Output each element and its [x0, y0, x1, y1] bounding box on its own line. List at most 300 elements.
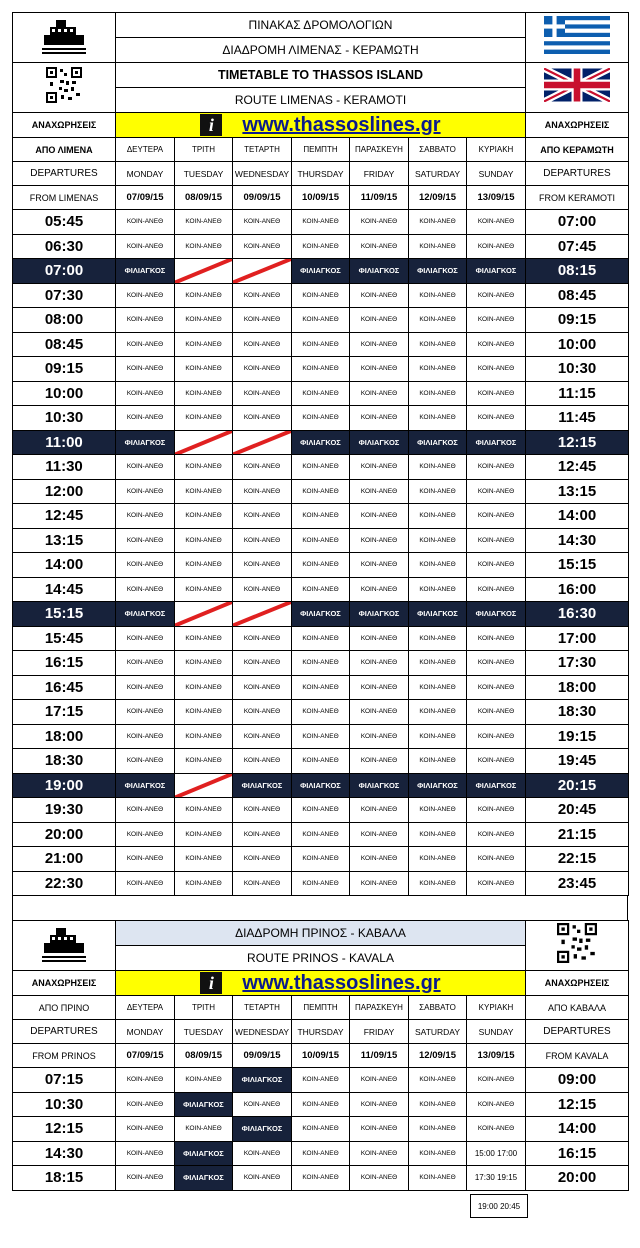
departure-time: 12:00 — [13, 479, 116, 504]
departure-time: 21:00 — [13, 847, 116, 872]
schedule-cell: ΚΟΙΝ-ΑΝΕΘ — [467, 381, 526, 406]
day-header-gr: ΤΡΙΤΗ — [175, 996, 233, 1020]
table-row — [13, 210, 629, 235]
ship-logo — [13, 13, 116, 63]
table-row — [13, 234, 629, 259]
schedule-cell: ΚΟΙΝ-ΑΝΕΘ — [233, 553, 292, 578]
table-row — [13, 259, 629, 284]
qr-code-icon — [557, 923, 597, 963]
schedule-cell: ΚΟΙΝ-ΑΝΕΘ — [175, 1068, 233, 1093]
schedule-cell: ΚΟΙΝ-ΑΝΕΘ — [350, 357, 409, 382]
schedule-cell: ΚΟΙΝ-ΑΝΕΘ — [292, 332, 350, 357]
schedule-cell: ΚΟΙΝ-ΑΝΕΘ — [116, 381, 175, 406]
schedule-cell: ΚΟΙΝ-ΑΝΕΘ — [292, 479, 350, 504]
table-row — [13, 332, 629, 357]
schedule-cell: ΚΟΙΝ-ΑΝΕΘ — [467, 479, 526, 504]
schedule-cell: ΚΟΙΝ-ΑΝΕΘ — [467, 528, 526, 553]
return-time: 12:15 — [526, 430, 629, 455]
return-time: 14:00 — [526, 504, 629, 529]
schedule-cell: ΚΟΙΝ-ΑΝΕΘ — [175, 332, 233, 357]
schedule-cell: ΚΟΙΝ-ΑΝΕΘ — [292, 1068, 350, 1093]
table-row — [13, 724, 629, 749]
schedule-cell: ΚΟΙΝ-ΑΝΕΘ — [116, 871, 175, 896]
day-header-gr: ΠΕΜΠΤΗ — [292, 138, 350, 162]
schedule-cell: ΚΟΙΝ-ΑΝΕΘ — [467, 798, 526, 823]
schedule-cell: ΚΟΙΝ-ΑΝΕΘ — [116, 798, 175, 823]
schedule-cell: ΚΟΙΝ-ΑΝΕΘ — [233, 871, 292, 896]
departure-time: 18:15 — [13, 1166, 116, 1191]
departure-time: 16:45 — [13, 675, 116, 700]
greek-flag — [526, 13, 629, 63]
schedule-cell: ΚΟΙΝ-ΑΝΕΘ — [350, 724, 409, 749]
route1-table — [12, 12, 629, 896]
right-header-departures-gr-2: ΑΝΑΧΩΡΗΣΕΙΣ — [526, 971, 629, 996]
schedule-cell: ΚΟΙΝ-ΑΝΕΘ — [233, 528, 292, 553]
cancelled-slash-icon — [233, 259, 291, 283]
departure-time: 20:00 — [13, 822, 116, 847]
table-row — [13, 798, 629, 823]
return-time: 17:30 — [526, 651, 629, 676]
schedule-cell: ΚΟΙΝ-ΑΝΕΘ — [409, 528, 467, 553]
schedule-cell: ΚΟΙΝ-ΑΝΕΘ — [409, 724, 467, 749]
cancelled-slash-icon — [175, 259, 232, 283]
departure-time: 14:00 — [13, 553, 116, 578]
schedule-cell: ΚΟΙΝ-ΑΝΕΘ — [350, 406, 409, 431]
info-icon: i — [200, 972, 222, 994]
departure-time: 09:15 — [13, 357, 116, 382]
schedule-cell: ΚΟΙΝ-ΑΝΕΘ — [175, 381, 233, 406]
left-header-from-en-2: FROM PRINOS — [13, 1044, 116, 1068]
schedule-cell: ΚΟΙΝ-ΑΝΕΘ — [409, 1068, 467, 1093]
schedule-cell: ΚΟΙΝ-ΑΝΕΘ — [350, 626, 409, 651]
table-row — [13, 700, 629, 725]
schedule-cell: ΚΟΙΝ-ΑΝΕΘ — [175, 210, 233, 235]
schedule-cell: ΚΟΙΝ-ΑΝΕΘ — [350, 308, 409, 333]
schedule-cell: ΚΟΙΝ-ΑΝΕΘ — [292, 1117, 350, 1142]
website-banner-2[interactable] — [116, 971, 526, 996]
table-row — [13, 749, 629, 774]
schedule-cell: ΚΟΙΝ-ΑΝΕΘ — [233, 724, 292, 749]
schedule-cell: ΚΟΙΝ-ΑΝΕΘ — [233, 504, 292, 529]
schedule-cell: ΚΟΙΝ-ΑΝΕΘ — [175, 651, 233, 676]
day-header-gr: ΣΑΒΒΑΤΟ — [409, 996, 467, 1020]
return-time: 12:15 — [526, 1092, 629, 1117]
departure-time: 07:00 — [13, 259, 116, 284]
schedule-cell: ΚΟΙΝ-ΑΝΕΘ — [409, 479, 467, 504]
schedule-cell: ΚΟΙΝ-ΑΝΕΘ — [175, 798, 233, 823]
route2-table — [12, 920, 629, 1191]
table-row — [13, 871, 629, 896]
departure-time: 18:00 — [13, 724, 116, 749]
schedule-cell: ΚΟΙΝ-ΑΝΕΘ — [467, 700, 526, 725]
schedule-cell: ΚΟΙΝ-ΑΝΕΘ — [233, 577, 292, 602]
schedule-cell: ΚΟΙΝ-ΑΝΕΘ — [409, 577, 467, 602]
schedule-cell: ΦΙΛΙΑΓΚΟΣ — [175, 1092, 233, 1117]
schedule-cell: ΚΟΙΝ-ΑΝΕΘ — [350, 283, 409, 308]
schedule-cell: ΚΟΙΝ-ΑΝΕΘ — [233, 308, 292, 333]
cancelled-slash-icon — [175, 774, 232, 798]
schedule-cell: ΦΙΛΙΑΓΚΟΣ — [350, 773, 409, 798]
schedule-cell: ΚΟΙΝ-ΑΝΕΘ — [350, 210, 409, 235]
table-row — [13, 1092, 629, 1117]
schedule-cell: ΦΙΛΙΑΓΚΟΣ — [292, 259, 350, 284]
schedule-cell: ΚΟΙΝ-ΑΝΕΘ — [467, 283, 526, 308]
schedule-cell: ΚΟΙΝ-ΑΝΕΘ — [233, 283, 292, 308]
ship-icon — [38, 15, 90, 55]
schedule-cell: ΚΟΙΝ-ΑΝΕΘ — [175, 357, 233, 382]
day-header-gr: ΚΥΡΙΑΚΗ — [467, 996, 526, 1020]
day-header-gr: ΤΕΤΑΡΤΗ — [233, 996, 292, 1020]
schedule-cell: ΚΟΙΝ-ΑΝΕΘ — [116, 504, 175, 529]
schedule-cell: ΚΟΙΝ-ΑΝΕΘ — [233, 479, 292, 504]
date-header: 12/09/15 — [409, 186, 467, 210]
right-header-departures-en: DEPARTURES — [526, 1020, 629, 1044]
no-service-cell — [233, 430, 292, 455]
right-header-from-gr: ΑΠΟ ΚΑΒΑΛΑ — [526, 996, 629, 1020]
date-header: 08/09/15 — [175, 1044, 233, 1068]
date-header: 13/09/15 — [467, 186, 526, 210]
schedule-cell: ΚΟΙΝ-ΑΝΕΘ — [409, 1141, 467, 1166]
schedule-cell: ΦΙΛΙΑΓΚΟΣ — [116, 602, 175, 627]
route1-route-gr: ΔΙΑΔΡΟΜΗ ΛΙΜΕΝΑΣ - ΚΕΡΑΜΩΤΗ — [116, 38, 526, 63]
schedule-cell: ΚΟΙΝ-ΑΝΕΘ — [409, 798, 467, 823]
day-header-gr: ΠΕΜΠΤΗ — [292, 996, 350, 1020]
schedule-cell: 15:00 17:00 — [467, 1141, 526, 1166]
schedule-cell: ΚΟΙΝ-ΑΝΕΘ — [233, 675, 292, 700]
return-time: 15:15 — [526, 553, 629, 578]
day-header-en: SUNDAY — [467, 1020, 526, 1044]
schedule-cell: ΚΟΙΝ-ΑΝΕΘ — [467, 822, 526, 847]
return-time: 09:15 — [526, 308, 629, 333]
day-header-en: MONDAY — [116, 1020, 175, 1044]
schedule-cell: ΚΟΙΝ-ΑΝΕΘ — [116, 724, 175, 749]
schedule-cell: ΦΙΛΙΑΓΚΟΣ — [116, 259, 175, 284]
return-time: 14:00 — [526, 1117, 629, 1142]
schedule-cell: ΚΟΙΝ-ΑΝΕΘ — [467, 553, 526, 578]
table-row — [13, 406, 629, 431]
schedule-cell: ΚΟΙΝ-ΑΝΕΘ — [467, 626, 526, 651]
schedule-cell: 17:30 19:15 — [467, 1166, 526, 1191]
schedule-cell: ΚΟΙΝ-ΑΝΕΘ — [350, 332, 409, 357]
schedule-cell: ΚΟΙΝ-ΑΝΕΘ — [292, 1141, 350, 1166]
schedule-cell: ΚΟΙΝ-ΑΝΕΘ — [350, 528, 409, 553]
schedule-cell: ΚΟΙΝ-ΑΝΕΘ — [350, 675, 409, 700]
schedule-cell: ΦΙΛΙΑΓΚΟΣ — [467, 773, 526, 798]
schedule-cell: ΚΟΙΝ-ΑΝΕΘ — [467, 308, 526, 333]
schedule-cell: ΦΙΛΙΑΓΚΟΣ — [175, 1166, 233, 1191]
schedule-cell: ΚΟΙΝ-ΑΝΕΘ — [409, 822, 467, 847]
day-header-gr: ΣΑΒΒΑΤΟ — [409, 138, 467, 162]
schedule-cell: ΚΟΙΝ-ΑΝΕΘ — [116, 479, 175, 504]
right-header-from-gr: ΑΠΟ ΚΕΡΑΜΩΤΗ — [526, 138, 629, 162]
table-row — [13, 1141, 629, 1166]
website-banner[interactable] — [116, 113, 526, 138]
schedule-cell: ΚΟΙΝ-ΑΝΕΘ — [116, 357, 175, 382]
ship-logo-2 — [13, 921, 116, 971]
schedule-cell: ΦΙΛΙΑΓΚΟΣ — [292, 430, 350, 455]
schedule-cell: ΚΟΙΝ-ΑΝΕΘ — [467, 1068, 526, 1093]
schedule-cell: ΚΟΙΝ-ΑΝΕΘ — [350, 455, 409, 480]
schedule-cell: ΚΟΙΝ-ΑΝΕΘ — [467, 871, 526, 896]
route1-title-gr: ΠΙΝΑΚΑΣ ΔΡΟΜΟΛΟΓΙΩΝ — [116, 13, 526, 38]
return-time: 11:45 — [526, 406, 629, 431]
schedule-cell: ΚΟΙΝ-ΑΝΕΘ — [409, 651, 467, 676]
schedule-cell: ΚΟΙΝ-ΑΝΕΘ — [116, 406, 175, 431]
day-header-gr: ΔΕΥΤΕΡΑ — [116, 996, 175, 1020]
table-row — [13, 479, 629, 504]
schedule-cell: ΚΟΙΝ-ΑΝΕΘ — [175, 455, 233, 480]
table-row — [13, 626, 629, 651]
schedule-cell: ΦΙΛΙΑΓΚΟΣ — [467, 259, 526, 284]
schedule-cell: ΚΟΙΝ-ΑΝΕΘ — [409, 1092, 467, 1117]
left-header-from-gr-2: ΑΠΟ ΠΡΙΝΟ — [13, 996, 116, 1020]
qr-code — [13, 63, 116, 113]
schedule-cell: ΚΟΙΝ-ΑΝΕΘ — [116, 528, 175, 553]
schedule-cell: ΚΟΙΝ-ΑΝΕΘ — [233, 626, 292, 651]
schedule-cell: ΚΟΙΝ-ΑΝΕΘ — [467, 504, 526, 529]
left-header-from-gr: ΑΠΟ ΛΙΜΕΝΑ — [13, 138, 116, 162]
table-row — [13, 308, 629, 333]
schedule-cell: ΦΙΛΙΑΓΚΟΣ — [409, 259, 467, 284]
schedule-cell: ΚΟΙΝ-ΑΝΕΘ — [175, 283, 233, 308]
return-time: 16:30 — [526, 602, 629, 627]
schedule-cell: ΚΟΙΝ-ΑΝΕΘ — [292, 1166, 350, 1191]
no-service-cell — [175, 430, 233, 455]
date-header: 10/09/15 — [292, 1044, 350, 1068]
schedule-cell: ΚΟΙΝ-ΑΝΕΘ — [292, 283, 350, 308]
schedule-cell: ΚΟΙΝ-ΑΝΕΘ — [409, 283, 467, 308]
table-row — [13, 577, 629, 602]
schedule-cell: ΚΟΙΝ-ΑΝΕΘ — [467, 406, 526, 431]
greek-flag-icon — [544, 16, 610, 54]
schedule-cell: ΚΟΙΝ-ΑΝΕΘ — [175, 234, 233, 259]
schedule-cell: ΚΟΙΝ-ΑΝΕΘ — [467, 675, 526, 700]
schedule-cell: ΚΟΙΝ-ΑΝΕΘ — [467, 847, 526, 872]
schedule-cell: ΚΟΙΝ-ΑΝΕΘ — [467, 651, 526, 676]
schedule-cell: ΚΟΙΝ-ΑΝΕΘ — [292, 1092, 350, 1117]
schedule-cell: ΚΟΙΝ-ΑΝΕΘ — [116, 553, 175, 578]
return-time: 16:15 — [526, 1141, 629, 1166]
day-header-en: THURSDAY — [292, 1020, 350, 1044]
schedule-cell: ΚΟΙΝ-ΑΝΕΘ — [116, 1166, 175, 1191]
departure-time: 19:00 — [13, 773, 116, 798]
departure-time: 14:45 — [13, 577, 116, 602]
website-link[interactable]: www.thassoslines.gr — [242, 113, 441, 136]
day-header-en: SATURDAY — [409, 162, 467, 186]
departure-time: 10:30 — [13, 1092, 116, 1117]
day-header-gr: ΚΥΡΙΑΚΗ — [467, 138, 526, 162]
schedule-cell: ΚΟΙΝ-ΑΝΕΘ — [233, 234, 292, 259]
schedule-cell: ΚΟΙΝ-ΑΝΕΘ — [233, 381, 292, 406]
day-header-en: WEDNESDAY — [233, 162, 292, 186]
schedule-cell: ΚΟΙΝ-ΑΝΕΘ — [350, 1166, 409, 1191]
schedule-cell: ΚΟΙΝ-ΑΝΕΘ — [292, 577, 350, 602]
return-time: 19:45 — [526, 749, 629, 774]
schedule-cell: ΦΙΛΙΑΓΚΟΣ — [116, 773, 175, 798]
date-header: 09/09/15 — [233, 1044, 292, 1068]
schedule-cell: ΚΟΙΝ-ΑΝΕΘ — [292, 724, 350, 749]
return-time: 19:15 — [526, 724, 629, 749]
schedule-cell: ΚΟΙΝ-ΑΝΕΘ — [116, 283, 175, 308]
section-gap — [12, 896, 628, 920]
schedule-cell: ΚΟΙΝ-ΑΝΕΘ — [350, 479, 409, 504]
schedule-cell: ΚΟΙΝ-ΑΝΕΘ — [233, 822, 292, 847]
schedule-cell: ΚΟΙΝ-ΑΝΕΘ — [116, 1117, 175, 1142]
schedule-cell: ΚΟΙΝ-ΑΝΕΘ — [175, 504, 233, 529]
cancelled-slash-icon — [233, 431, 291, 455]
schedule-cell: ΦΙΛΙΑΓΚΟΣ — [116, 430, 175, 455]
schedule-cell: ΚΟΙΝ-ΑΝΕΘ — [116, 1141, 175, 1166]
schedule-cell: ΚΟΙΝ-ΑΝΕΘ — [467, 210, 526, 235]
schedule-cell: ΚΟΙΝ-ΑΝΕΘ — [292, 553, 350, 578]
return-time: 10:00 — [526, 332, 629, 357]
route2-route-gr: ΔΙΑΔΡΟΜΗ ΠΡΙΝΟΣ - ΚΑΒΑΛΑ — [116, 921, 526, 946]
return-time: 18:00 — [526, 675, 629, 700]
departure-time: 15:15 — [13, 602, 116, 627]
schedule-cell: ΚΟΙΝ-ΑΝΕΘ — [409, 700, 467, 725]
schedule-cell: ΚΟΙΝ-ΑΝΕΘ — [350, 749, 409, 774]
route1-title-en: TIMETABLE TO THASSOS ISLAND — [116, 63, 526, 88]
day-header-gr: ΠΑΡΑΣΚΕΥΗ — [350, 996, 409, 1020]
schedule-cell: ΚΟΙΝ-ΑΝΕΘ — [116, 749, 175, 774]
schedule-cell: ΚΟΙΝ-ΑΝΕΘ — [350, 798, 409, 823]
schedule-cell: ΚΟΙΝ-ΑΝΕΘ — [292, 749, 350, 774]
return-time: 20:15 — [526, 773, 629, 798]
schedule-cell: ΚΟΙΝ-ΑΝΕΘ — [409, 1166, 467, 1191]
no-service-cell — [175, 259, 233, 284]
departure-time: 16:15 — [13, 651, 116, 676]
schedule-cell: ΦΙΛΙΑΓΚΟΣ — [409, 602, 467, 627]
schedule-cell: ΚΟΙΝ-ΑΝΕΘ — [409, 871, 467, 896]
right-header-from-en: FROM KAVALA — [526, 1044, 629, 1068]
schedule-cell: ΚΟΙΝ-ΑΝΕΘ — [233, 332, 292, 357]
schedule-cell: ΚΟΙΝ-ΑΝΕΘ — [350, 234, 409, 259]
schedule-cell: ΚΟΙΝ-ΑΝΕΘ — [175, 626, 233, 651]
schedule-cell: ΚΟΙΝ-ΑΝΕΘ — [292, 675, 350, 700]
return-time: 08:15 — [526, 259, 629, 284]
date-header: 11/09/15 — [350, 186, 409, 210]
return-time: 20:45 — [526, 798, 629, 823]
return-time: 10:30 — [526, 357, 629, 382]
right-header-departures-gr: ΑΝΑΧΩΡΗΣΕΙΣ — [526, 113, 629, 138]
departure-time: 11:30 — [13, 455, 116, 480]
date-header: 08/09/15 — [175, 186, 233, 210]
info-icon: i — [200, 114, 222, 136]
departure-time: 05:45 — [13, 210, 116, 235]
schedule-cell: ΚΟΙΝ-ΑΝΕΘ — [116, 577, 175, 602]
return-time: 12:45 — [526, 455, 629, 480]
table-row — [13, 357, 629, 382]
schedule-cell: ΚΟΙΝ-ΑΝΕΘ — [350, 504, 409, 529]
schedule-cell: ΚΟΙΝ-ΑΝΕΘ — [350, 651, 409, 676]
table-row — [13, 1166, 629, 1191]
departure-time: 07:15 — [13, 1068, 116, 1093]
schedule-cell: ΚΟΙΝ-ΑΝΕΘ — [409, 455, 467, 480]
return-time: 07:00 — [526, 210, 629, 235]
departure-time: 11:00 — [13, 430, 116, 455]
schedule-cell: ΚΟΙΝ-ΑΝΕΘ — [292, 504, 350, 529]
return-time: 22:15 — [526, 847, 629, 872]
website-link-2[interactable]: www.thassoslines.gr — [242, 971, 441, 994]
schedule-cell: ΚΟΙΝ-ΑΝΕΘ — [292, 210, 350, 235]
table-row — [13, 1068, 629, 1093]
table-row — [13, 773, 629, 798]
schedule-cell: ΚΟΙΝ-ΑΝΕΘ — [116, 626, 175, 651]
return-time: 07:45 — [526, 234, 629, 259]
day-header-gr: ΔΕΥΤΕΡΑ — [116, 138, 175, 162]
left-header-departures-gr: ΑΝΑΧΩΡΗΣΕΙΣ — [13, 113, 116, 138]
schedule-cell: ΚΟΙΝ-ΑΝΕΘ — [116, 1092, 175, 1117]
day-header-en: SATURDAY — [409, 1020, 467, 1044]
no-service-cell — [233, 602, 292, 627]
schedule-cell: ΚΟΙΝ-ΑΝΕΘ — [467, 1117, 526, 1142]
schedule-cell: ΚΟΙΝ-ΑΝΕΘ — [292, 626, 350, 651]
schedule-cell: ΚΟΙΝ-ΑΝΕΘ — [292, 528, 350, 553]
departure-time: 13:15 — [13, 528, 116, 553]
schedule-cell: ΚΟΙΝ-ΑΝΕΘ — [175, 724, 233, 749]
sunday-extra-times: 19:00 20:45 — [470, 1194, 528, 1218]
left-header-departures-gr-2: ΑΝΑΧΩΡΗΣΕΙΣ — [13, 971, 116, 996]
schedule-cell: ΚΟΙΝ-ΑΝΕΘ — [233, 210, 292, 235]
schedule-cell: ΚΟΙΝ-ΑΝΕΘ — [175, 700, 233, 725]
uk-flag — [526, 63, 629, 113]
departure-time: 18:30 — [13, 749, 116, 774]
no-service-cell — [233, 259, 292, 284]
schedule-cell: ΚΟΙΝ-ΑΝΕΘ — [175, 847, 233, 872]
departure-time: 07:30 — [13, 283, 116, 308]
schedule-cell: ΚΟΙΝ-ΑΝΕΘ — [233, 455, 292, 480]
departure-time: 08:45 — [13, 332, 116, 357]
day-header-en: WEDNESDAY — [233, 1020, 292, 1044]
schedule-cell: ΚΟΙΝ-ΑΝΕΘ — [350, 847, 409, 872]
schedule-cell: ΚΟΙΝ-ΑΝΕΘ — [175, 577, 233, 602]
right-header-departures-en: DEPARTURES — [526, 162, 629, 186]
schedule-cell: ΚΟΙΝ-ΑΝΕΘ — [350, 1092, 409, 1117]
schedule-cell: ΚΟΙΝ-ΑΝΕΘ — [409, 357, 467, 382]
date-header: 13/09/15 — [467, 1044, 526, 1068]
schedule-cell: ΚΟΙΝ-ΑΝΕΘ — [233, 1141, 292, 1166]
schedule-cell: ΚΟΙΝ-ΑΝΕΘ — [116, 234, 175, 259]
no-service-cell — [175, 602, 233, 627]
departure-time: 12:15 — [13, 1117, 116, 1142]
return-time: 09:00 — [526, 1068, 629, 1093]
departure-time: 12:45 — [13, 504, 116, 529]
schedule-cell: ΚΟΙΝ-ΑΝΕΘ — [233, 749, 292, 774]
return-time: 08:45 — [526, 283, 629, 308]
schedule-cell: ΦΙΛΙΑΓΚΟΣ — [233, 773, 292, 798]
schedule-cell: ΦΙΛΙΑΓΚΟΣ — [467, 602, 526, 627]
return-time: 11:15 — [526, 381, 629, 406]
return-time: 14:30 — [526, 528, 629, 553]
schedule-cell: ΚΟΙΝ-ΑΝΕΘ — [292, 847, 350, 872]
schedule-cell: ΦΙΛΙΑΓΚΟΣ — [409, 773, 467, 798]
schedule-cell: ΚΟΙΝ-ΑΝΕΘ — [409, 749, 467, 774]
schedule-cell: ΦΙΛΙΑΓΚΟΣ — [350, 602, 409, 627]
cancelled-slash-icon — [175, 431, 232, 455]
schedule-cell: ΚΟΙΝ-ΑΝΕΘ — [409, 675, 467, 700]
left-header-departures-en-2: DEPARTURES — [13, 1020, 116, 1044]
schedule-cell: ΚΟΙΝ-ΑΝΕΘ — [409, 381, 467, 406]
schedule-cell: ΦΙΛΙΑΓΚΟΣ — [350, 259, 409, 284]
schedule-cell: ΚΟΙΝ-ΑΝΕΘ — [409, 553, 467, 578]
schedule-cell: ΚΟΙΝ-ΑΝΕΘ — [116, 1068, 175, 1093]
date-header: 07/09/15 — [116, 186, 175, 210]
schedule-cell: ΚΟΙΝ-ΑΝΕΘ — [175, 1117, 233, 1142]
timetable-sheet — [12, 12, 628, 1211]
schedule-cell: ΚΟΙΝ-ΑΝΕΘ — [175, 871, 233, 896]
day-header-en: TUESDAY — [175, 1020, 233, 1044]
schedule-cell: ΚΟΙΝ-ΑΝΕΘ — [350, 1117, 409, 1142]
